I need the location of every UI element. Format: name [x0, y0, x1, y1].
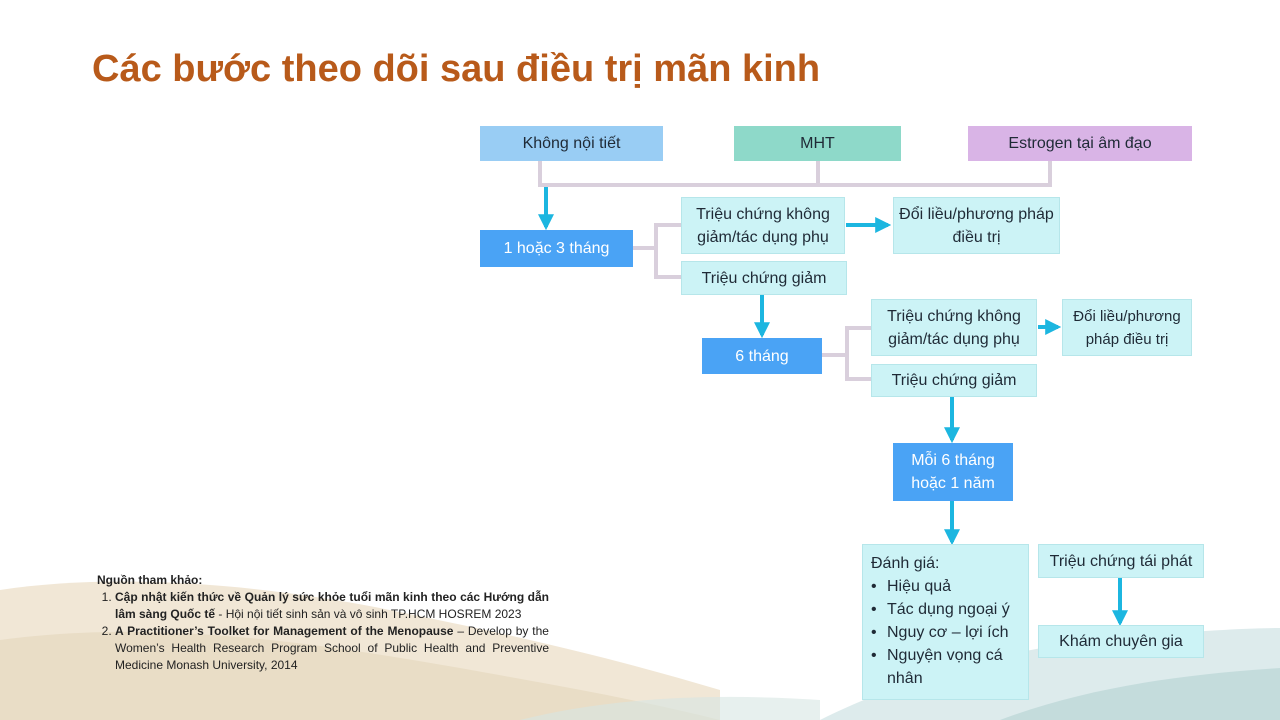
step2-no-improvement-label: Triệu chứng không giảm/tác dụng phụ	[887, 307, 1021, 348]
step3-label: Mỗi 6 tháng hoặc 1 năm	[911, 452, 995, 492]
references-heading: Nguồn tham khảo:	[97, 573, 203, 587]
evaluation-heading: Đánh giá:	[871, 555, 940, 572]
page-title: Các bước theo dõi sau điều trị mãn kinh	[92, 48, 821, 90]
step2-no-improvement-box	[871, 299, 1037, 356]
step2-label: 6 tháng	[735, 347, 789, 365]
non-hormonal-label: Không nội tiết	[522, 135, 621, 152]
step1-no-improvement-box	[681, 197, 845, 254]
evaluation-item: • Tác dụng ngoại ý	[871, 598, 1022, 621]
recurrence-box	[1038, 544, 1204, 578]
step1-no-improvement-label: Triệu chứng không giảm/tác dụng phụ	[696, 205, 830, 246]
reference-item	[115, 589, 549, 623]
step2-box	[702, 338, 822, 374]
specialist-box	[1038, 625, 1204, 658]
evaluation-box	[862, 544, 1029, 700]
step1-label: 1 hoặc 3 tháng	[503, 240, 610, 257]
branch-connector-1	[633, 225, 681, 277]
step3-box	[893, 443, 1013, 501]
step2-adjust-box	[1062, 299, 1192, 356]
reference-title: Cập nhật kiến thức về Quản lý sức khỏe tuổi mãn kinh theo các Hướng dẫn lâm sàng Quốc tế	[115, 590, 549, 621]
non-hormonal-box	[480, 126, 663, 161]
reference-detail: - Hội nội tiết sinh sản và vô sinh TP.HCM HOSREM 2023	[215, 607, 522, 621]
step2-improvement-label: Triệu chứng giảm	[891, 372, 1017, 389]
branch-connector-2	[822, 328, 871, 379]
top-merge-line	[540, 161, 1050, 185]
step2-improvement-box	[871, 364, 1037, 397]
step1-improvement-label: Triệu chứng giảm	[701, 269, 827, 287]
step1-adjust-box	[893, 197, 1060, 254]
evaluation-list	[871, 575, 1022, 690]
references-list	[97, 589, 549, 674]
vaginal-estrogen-box	[968, 126, 1192, 161]
recurrence-label: Triệu chứng tái phát	[1049, 552, 1193, 570]
evaluation-item: • Nguy cơ – lợi ích	[871, 621, 1022, 644]
step1-adjust-label: Đổi liều/phương pháp điều trị	[899, 205, 1054, 246]
reference-title: A Practitioner’s Toolket for Management of the Menopause	[115, 624, 454, 638]
mht-label: MHT	[800, 135, 835, 152]
evaluation-item: • Nguyện vọng cá nhân	[871, 644, 1022, 690]
reference-item	[115, 623, 549, 674]
references	[97, 572, 549, 674]
step1-improvement-box	[681, 261, 847, 295]
mht-box	[734, 126, 901, 161]
step1-box	[480, 230, 633, 267]
vaginal-estrogen-label: Estrogen tại âm đạo	[1008, 135, 1152, 152]
step2-adjust-label: Đổi liều/phương pháp điều trị	[1073, 307, 1181, 348]
reference-detail: – Develop by the Women’s Health Research Program School of Public Health and Preventive Medicine Monash University, 2014	[115, 624, 549, 672]
evaluation-item: • Hiệu quả	[871, 575, 1022, 598]
specialist-label: Khám chuyên gia	[1059, 633, 1183, 650]
